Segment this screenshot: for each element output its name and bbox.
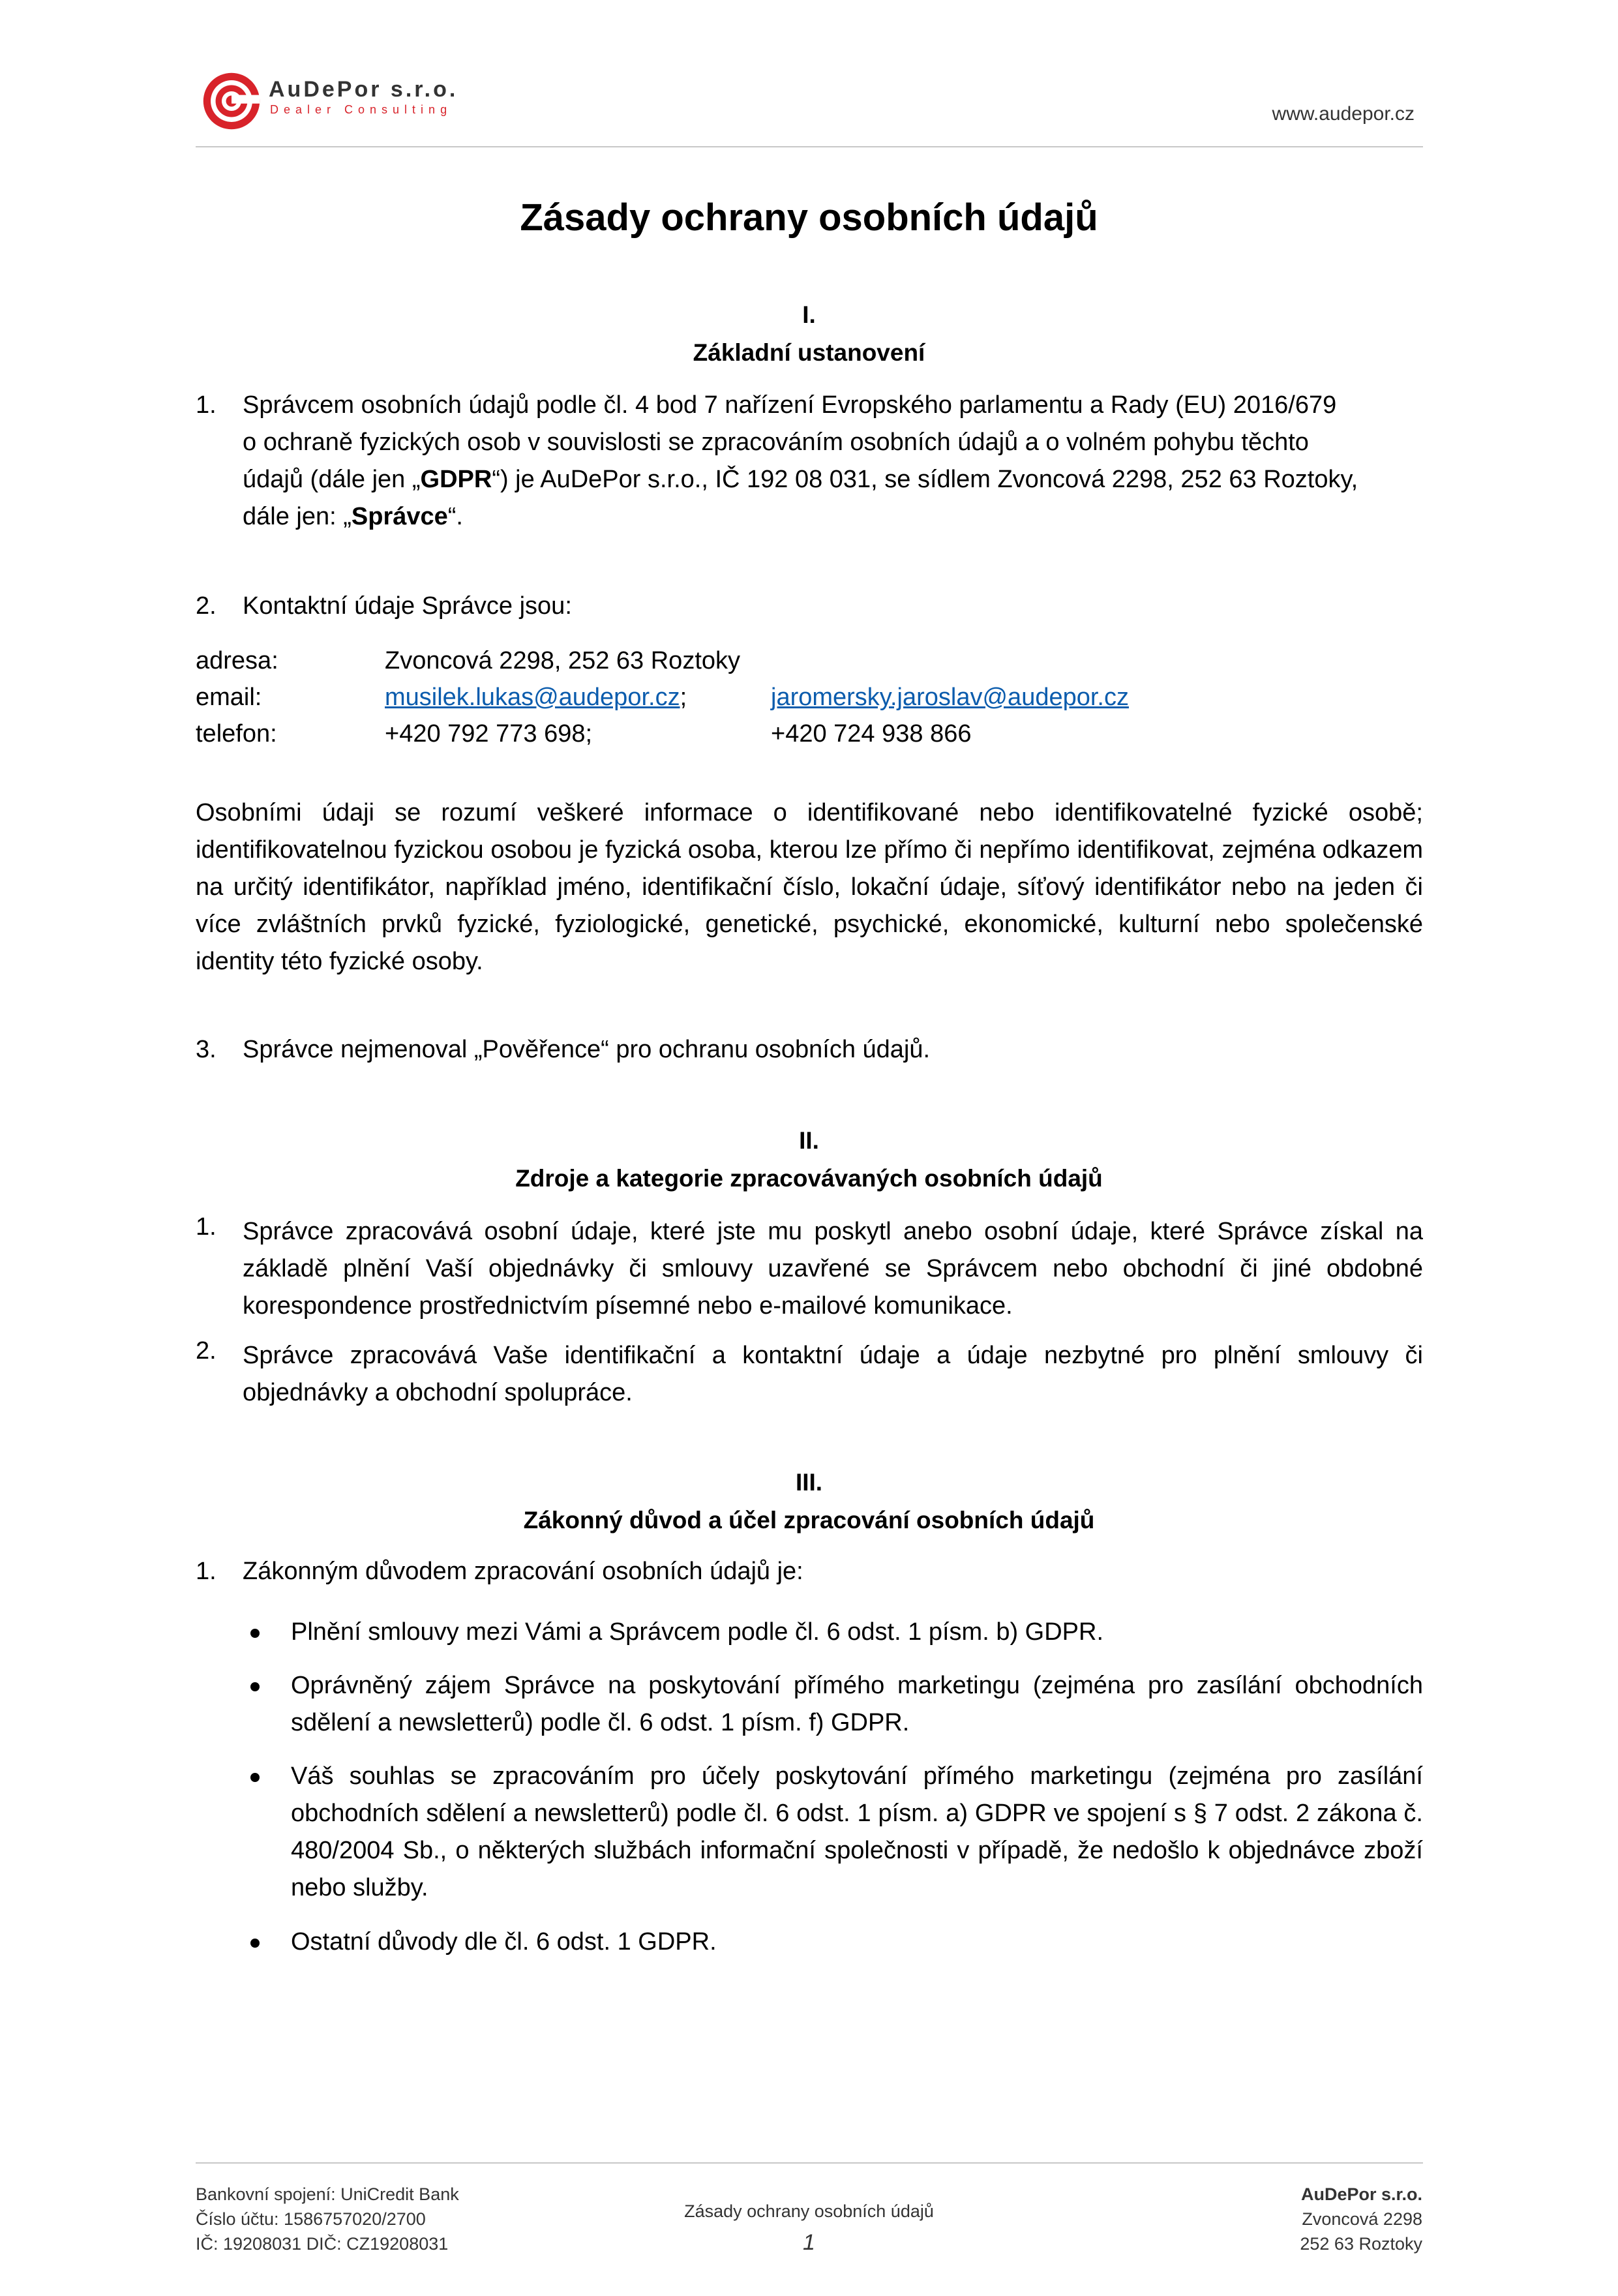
- logo-company-name: AuDePor s.r.o.: [269, 77, 458, 102]
- footer-divider: [196, 2162, 1423, 2164]
- audepor-logo-icon: [201, 70, 262, 132]
- legal-basis-bullet-2: Oprávněný zájem Správce na poskytování přímého marketingu (zejména pro zasílání obchodních sdělení a newsletterů) podle čl. 6 odst. 1 písm. f) GDPR.: [291, 1672, 1423, 1736]
- footer-doc-title: Zásady ochrany osobních údajů: [684, 2201, 934, 2221]
- defined-term: GDPR: [420, 466, 492, 493]
- footer-company: AuDePor s.r.o.: [1300, 2184, 1422, 2204]
- legal-basis-bullet-3: Váš souhlas se zpracováním pro účely poskytování přímého marketingu (zejména pro zasílání obchodních sdělení a newsletterů) podle čl. 6 odst. 1 písm. a) GDPR ve spojení s § 7 odst. 2 zákona č. 480/2004 Sb., o některých službách informační společnosti v případě, že nedošlo k objednávce zboží nebo služby.: [291, 1762, 1423, 1901]
- contact-address: Zvoncová 2298, 252 63 Roztoky: [385, 647, 741, 674]
- footer-street: Zvoncová 2298: [1302, 2209, 1422, 2229]
- contact-address-label: adresa:: [196, 647, 278, 674]
- contact-phone-1: +420 792 773 698;: [385, 720, 593, 748]
- section-1-number: I.: [802, 301, 816, 328]
- section-3-number: III.: [795, 1469, 823, 1496]
- section-2-number: II.: [799, 1127, 819, 1154]
- bullet-marker: [250, 1773, 260, 1782]
- section-3-title: Zákonný důvod a účel zpracování osobních údajů: [523, 1507, 1095, 1533]
- bullet-marker: [250, 1939, 260, 1948]
- personal-data-definition-paragraph: Osobními údaji se rozumí veškeré informace o identifikované nebo identifikovatelné fyzické osobě; identifikovatelnou fyzickou osobou je fyzická osoba, kterou lze přímo či nepřímo identifikovat, zejména odkazem na určitý identifikátor, například jméno, identifikační číslo, lokační údaje, síťový identifikátor nebo na jeden či více zvláštních prvků fyzické, fyziologické, genetické, psychické, ekonomické, kulturní nebo společenské identity této fyzické osoby.: [196, 799, 1423, 975]
- contact-email-1-row: [385, 684, 687, 712]
- page-title: Zásady ochrany osobních údajů: [520, 196, 1098, 239]
- section-1-title: Základní ustanovení: [693, 339, 925, 366]
- s3-item-1-text: Zákonným důvodem zpracování osobních údajů je:: [243, 1558, 803, 1585]
- contact-email-label: email:: [196, 684, 262, 711]
- logo-tagline: Dealer Consulting: [270, 103, 453, 116]
- website-link[interactable]: www.audepor.cz: [1272, 103, 1415, 125]
- s1-item-1-line-4: dále jen: „Správce“.: [243, 503, 463, 530]
- contact-phone-2: +420 724 938 866: [771, 720, 972, 748]
- footer-account: Číslo účtu: 1586757020/2700: [196, 2209, 426, 2229]
- s1-item-3-number: 3.: [196, 1036, 217, 1063]
- s1-item-1-line-3: údajů (dále jen „GDPR“) je AuDePor s.r.o., IČ 192 08 031, se sídlem Zvoncová 2298, 252 63 Roztoky,: [243, 466, 1358, 493]
- s2-item-2-number: 2.: [196, 1337, 217, 1365]
- s2-item-2-text: Správce zpracovává Vaše identifikační a kontaktní údaje a údaje nezbytné pro plnění smlouvy či objednávky a obchodní spolupráce.: [243, 1342, 1423, 1406]
- s1-item-2-number: 2.: [196, 592, 217, 620]
- footer-page-number: 1: [803, 2230, 815, 2255]
- footer-ids: IČ: 19208031 DIČ: CZ19208031: [196, 2234, 449, 2254]
- contact-email-separator: ;: [680, 684, 687, 711]
- header-divider: [196, 146, 1423, 147]
- bullet-marker: [250, 1629, 260, 1638]
- s1-item-2-text: Kontaktní údaje Správce jsou:: [243, 592, 572, 620]
- bullet-marker: [250, 1682, 260, 1691]
- s2-item-1-text: Správce zpracovává osobní údaje, které jste mu poskytl anebo osobní údaje, které Správce získal na základě plnění Vaší objednávky či smlouvy uzavřené se Správcem nebo obchodní či jiné obdobné korespondence prostřednictvím písemné nebo e-mailové komunikace.: [243, 1218, 1423, 1320]
- legal-basis-bullet-1: Plnění smlouvy mezi Vámi a Správcem podle čl. 6 odst. 1 písm. b) GDPR.: [291, 1618, 1104, 1646]
- contact-phone-label: telefon:: [196, 720, 277, 748]
- section-2-title: Zdroje a kategorie zpracovávaných osobních údajů: [515, 1165, 1103, 1192]
- legal-basis-bullet-4: Ostatní důvody dle čl. 6 odst. 1 GDPR.: [291, 1928, 717, 1956]
- contact-email-2-link[interactable]: jaromersky.jaroslav@audepor.cz: [771, 684, 1129, 711]
- s1-item-1-line-2: o ochraně fyzických osob v souvislosti se zpracováním osobních údajů a o volném pohybu těchto: [243, 429, 1309, 456]
- s2-item-1-number: 1.: [196, 1213, 217, 1241]
- s1-item-1-number: 1.: [196, 391, 217, 419]
- contact-email-1-link[interactable]: musilek.lukas@audepor.cz: [385, 684, 680, 711]
- s1-item-3-text: Správce nejmenoval „Pověřence“ pro ochranu osobních údajů.: [243, 1036, 931, 1063]
- footer-bank: Bankovní spojení: UniCredit Bank: [196, 2184, 459, 2204]
- s1-item-1-line-1: Správcem osobních údajů podle čl. 4 bod 7 nařízení Evropského parlamentu a Rady (EU) 2016/679: [243, 391, 1337, 419]
- s3-item-1-number: 1.: [196, 1558, 217, 1585]
- footer-city: 252 63 Roztoky: [1300, 2234, 1422, 2254]
- defined-term: Správce: [351, 503, 448, 530]
